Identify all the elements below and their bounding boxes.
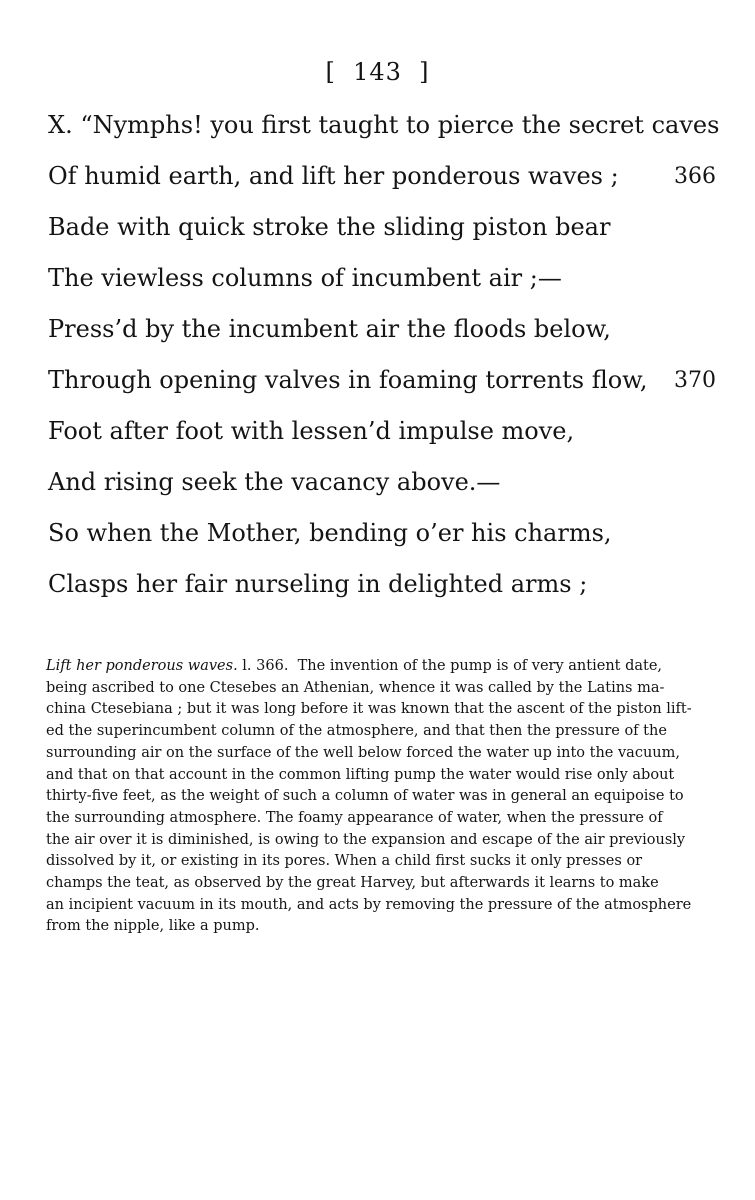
footnote-line: the air over it is diminished, is owing to the expansion and escape of the air previously	[46, 831, 686, 848]
footnote-line: being ascribed to one Ctesebes an Athenian, whence it was called by the Latins ma-	[46, 679, 665, 696]
verse-text: The viewless columns of incumbent air ;—	[48, 264, 562, 292]
poem-verses	[48, 100, 718, 610]
footnote-line: ed the superincumbent column of the atmosphere, and that then the pressure of the	[46, 723, 667, 740]
verse-line	[48, 253, 718, 304]
verse-text: Clasps her fair nurseling in delighted arms ;	[48, 570, 588, 598]
footnote-line: surrounding air on the surface of the well below forced the water up into the vacuum,	[46, 744, 680, 761]
verse-line	[48, 304, 718, 355]
footnote-ref: l. 366.	[237, 658, 289, 674]
page-number-value: 143	[353, 58, 402, 86]
footnote-line: dissolved by it, or existing in its pores. When a child first sucks it only presses or	[46, 853, 643, 870]
bracket-close: ]	[419, 58, 430, 86]
verse-line	[48, 457, 718, 508]
verse-line	[48, 355, 718, 406]
verse-text: So when the Mother, bending o’er his charms,	[48, 519, 612, 547]
footnote-text: The invention of the pump is of very antient date,	[297, 658, 663, 674]
footnote-line: the surrounding atmosphere. The foamy appearance of water, when the pressure of	[46, 809, 663, 826]
footnote-line: champs the teat, as observed by the great Harvey, but afterwards it learns to make	[46, 875, 659, 892]
footnote-line: thirty-five feet, as the weight of such a column of water was in general an equipoise to	[46, 788, 684, 805]
verse-text: And rising seek the vacancy above.—	[48, 468, 501, 496]
footnote-line: from the nipple, like a pump.	[46, 918, 260, 935]
line-number: 366	[674, 164, 716, 189]
verse-text: Press’d by the incumbent air the floods below,	[48, 315, 611, 343]
verse-line	[48, 406, 718, 457]
verse-text: Bade with quick stroke the sliding piston bear	[48, 213, 611, 241]
footnote-line: an incipient vacuum in its mouth, and acts by removing the pressure of the atmosphere	[46, 896, 692, 913]
verse-text: Through opening valves in foaming torrents flow,	[48, 366, 648, 394]
footnote-lemma: Lift her ponderous waves.	[46, 658, 238, 674]
footnote-line: and that on that account in the common lifting pump the water would rise only about	[46, 766, 675, 783]
verse-text: Of humid earth, and lift her ponderous waves ;	[48, 162, 619, 190]
verse-line	[48, 202, 718, 253]
verse-line	[48, 100, 718, 151]
footnote	[46, 656, 701, 938]
verse-line	[48, 151, 718, 202]
footnote-line: china Ctesebiana ; but it was long before it was known that the ascent of the piston lift-	[46, 701, 692, 718]
line-number: 370	[674, 368, 716, 393]
verse-line	[48, 559, 718, 610]
verse-text: Foot after foot with lessen’d impulse move,	[48, 417, 575, 445]
page-number	[0, 58, 755, 86]
verse-text: X. “Nymphs! you first taught to pierce the secret caves	[48, 111, 720, 139]
footnote-line	[46, 656, 701, 678]
bracket-open: [	[325, 58, 336, 86]
verse-line	[48, 508, 718, 559]
